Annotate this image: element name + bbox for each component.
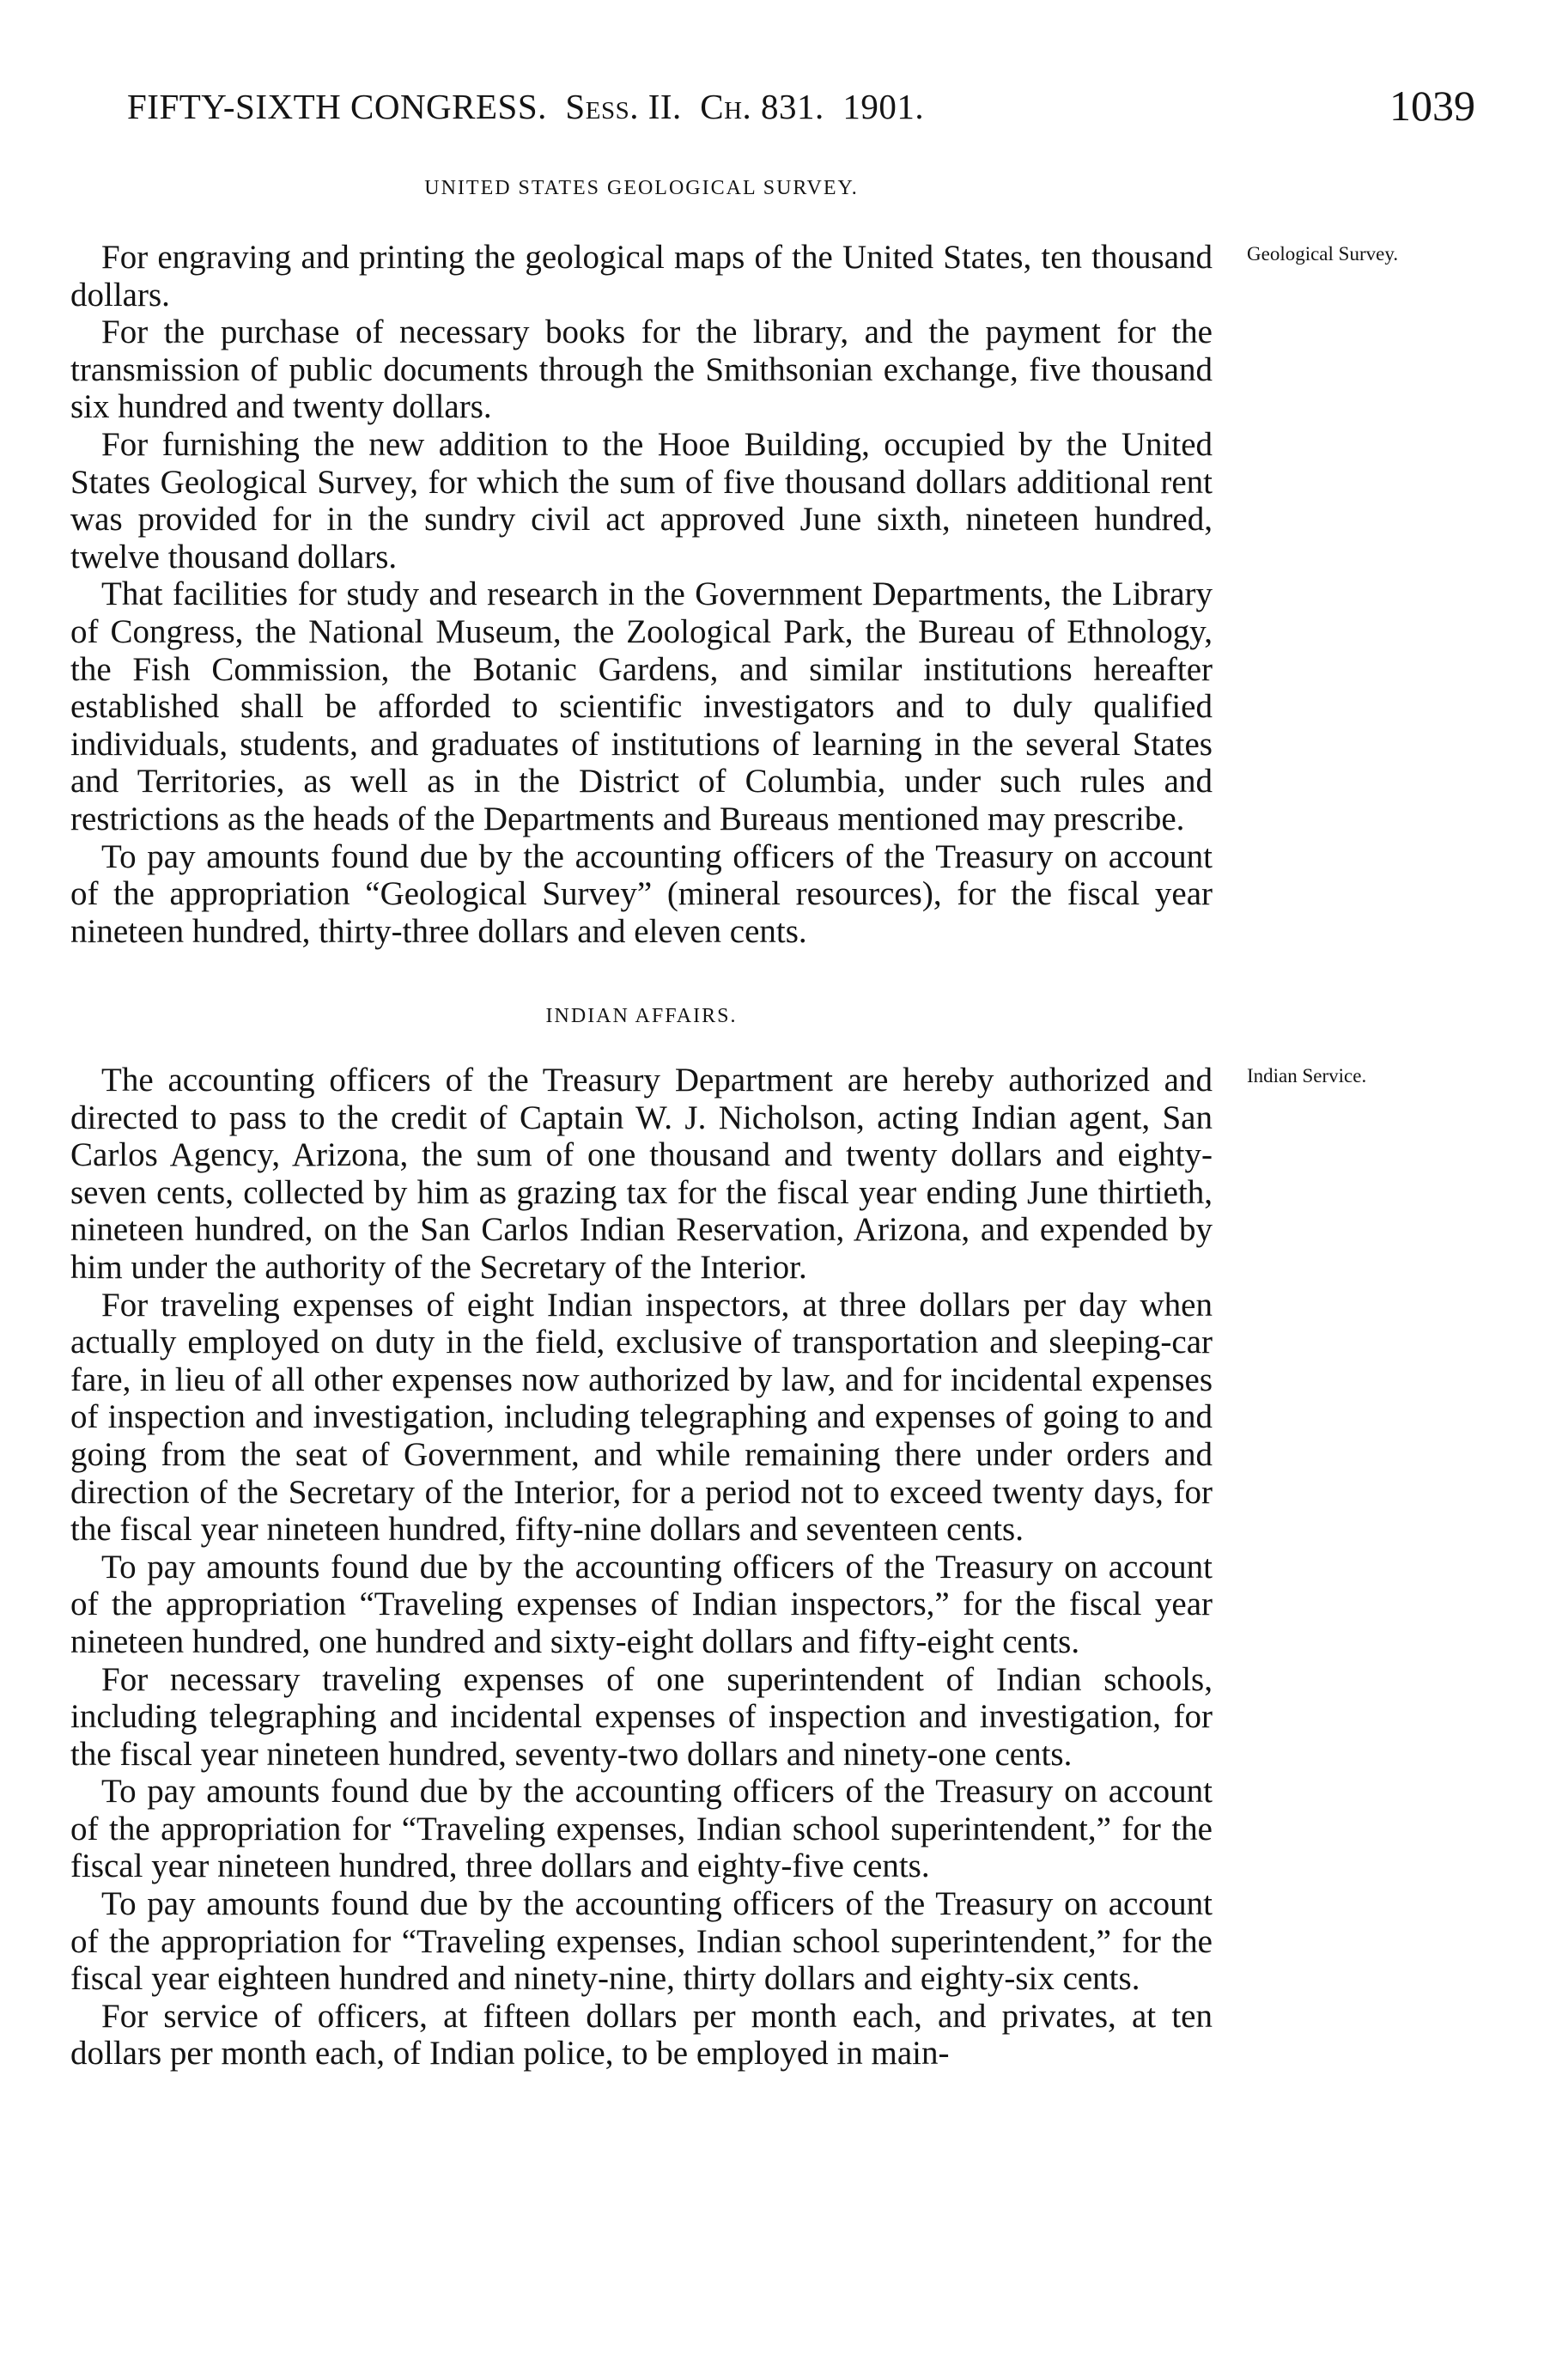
page-number: 1039	[1389, 82, 1475, 130]
paragraph: To pay amounts found due by the accounting officers of the Treasury on account of the appropriation “Geological Survey” (mineral resources), for the fiscal year nineteen hundred, thirty-three dollars and eleven cents.	[70, 837, 1213, 950]
paragraph: For furnishing the new addition to the Hooe Building, occupied by the United States Geological Survey, for which the sum of five thousand dollars additional rent was provided for in the sundry civil act approved June sixth, nineteen hundred, twelve thousand dollars.	[70, 425, 1213, 575]
section-body-indian-affairs	[70, 1062, 1213, 2073]
sidenote-indian-service: Indian Service.	[1247, 1065, 1367, 1087]
paragraph: For service of officers, at fifteen dollars per month each, and privates, at ten dollars per month each, of Indian police, to be employed in main-	[70, 1997, 1213, 2073]
paragraph: To pay amounts found due by the accounting officers of the Treasury on account of the appropriation “Traveling expenses of Indian inspectors,” for the fiscal year nineteen hundred, one hundred and sixty-eight dollars and fifty-eight cents.	[70, 1548, 1213, 1660]
paragraph: For necessary traveling expenses of one superintendent of Indian schools, including telegraphing and incidental expenses of inspection and investigation, for the fiscal year nineteen hundred, seventy-two dollars and ninety-one cents.	[70, 1660, 1213, 1773]
paragraph: To pay amounts found due by the accounting officers of the Treasury on account of the appropriation for “Traveling expenses, Indian school superintendent,” for the fiscal year nineteen hundred, three dollars and eighty-five cents.	[70, 1773, 1213, 1885]
sidenote-geological-survey: Geological Survey.	[1247, 243, 1399, 265]
paragraph: The accounting officers of the Treasury Department are hereby authorized and directed to pass to the credit of Captain W. J. Nicholson, acting Indian agent, San Carlos Agency, Arizona, the sum of one thousand and twenty dollars and eighty-seven cents, collected by him as grazing tax for the fiscal year ending June thirtieth, nineteen hundred, on the San Carlos Indian Reservation, Arizona, and expended by him under the authority of the Secretary of the Interior.	[70, 1062, 1213, 1286]
session-label: Sess. II.	[565, 87, 682, 126]
section-body-geological-survey	[70, 239, 1213, 950]
running-head-title-line	[127, 86, 924, 127]
paragraph: That facilities for study and research in the Government Departments, the Library of Congress, the National Museum, the Zoological Park, the Bureau of Ethnology, the Fish Commission, the Botanic Gardens, and similar institutions hereafter established shall be afforded to scientific investigators and to duly qualified individuals, students, and graduates of institutions of learning in the several States and Territories, as well as in the District of Columbia, under such rules and restrictions as the heads of the Departments and Bureaus mentioned may prescribe.	[70, 575, 1213, 837]
running-head	[127, 81, 1475, 132]
paragraph: For the purchase of necessary books for the library, and the payment for the transmission of public documents through the Smithsonian exchange, five thousand six hundred and twenty dollars.	[70, 313, 1213, 426]
paragraph: To pay amounts found due by the accounting officers of the Treasury on account of the appropriation for “Traveling expenses, Indian school superintendent,” for the fiscal year eighteen hundred and ninety-nine, thirty dollars and eighty-six cents.	[70, 1885, 1213, 1998]
paragraph: For traveling expenses of eight Indian inspectors, at three dollars per day when actually employed on duty in the field, exclusive of transportation and sleeping-car fare, in lieu of all other expenses now authorized by law, and for incidental expenses of inspection and investigation, including telegraphing and expenses of going to and going from the seat of Government, and while remaining there under orders and direction of the Secretary of the Interior, for a period not to exceed twenty days, for the fiscal year nineteen hundred, fifty-nine dollars and seventeen cents.	[70, 1286, 1213, 1549]
year-label: 1901.	[842, 87, 925, 126]
section-heading-indian-affairs: INDIAN AFFAIRS.	[545, 1005, 738, 1027]
congress-title: FIFTY-SIXTH CONGRESS.	[127, 87, 547, 126]
chapter-label: Ch. 831.	[700, 87, 824, 126]
section-heading-geological-survey: UNITED STATES GEOLOGICAL SURVEY.	[424, 177, 859, 199]
paragraph: For engraving and printing the geological maps of the United States, ten thousand dollars.	[70, 239, 1213, 313]
